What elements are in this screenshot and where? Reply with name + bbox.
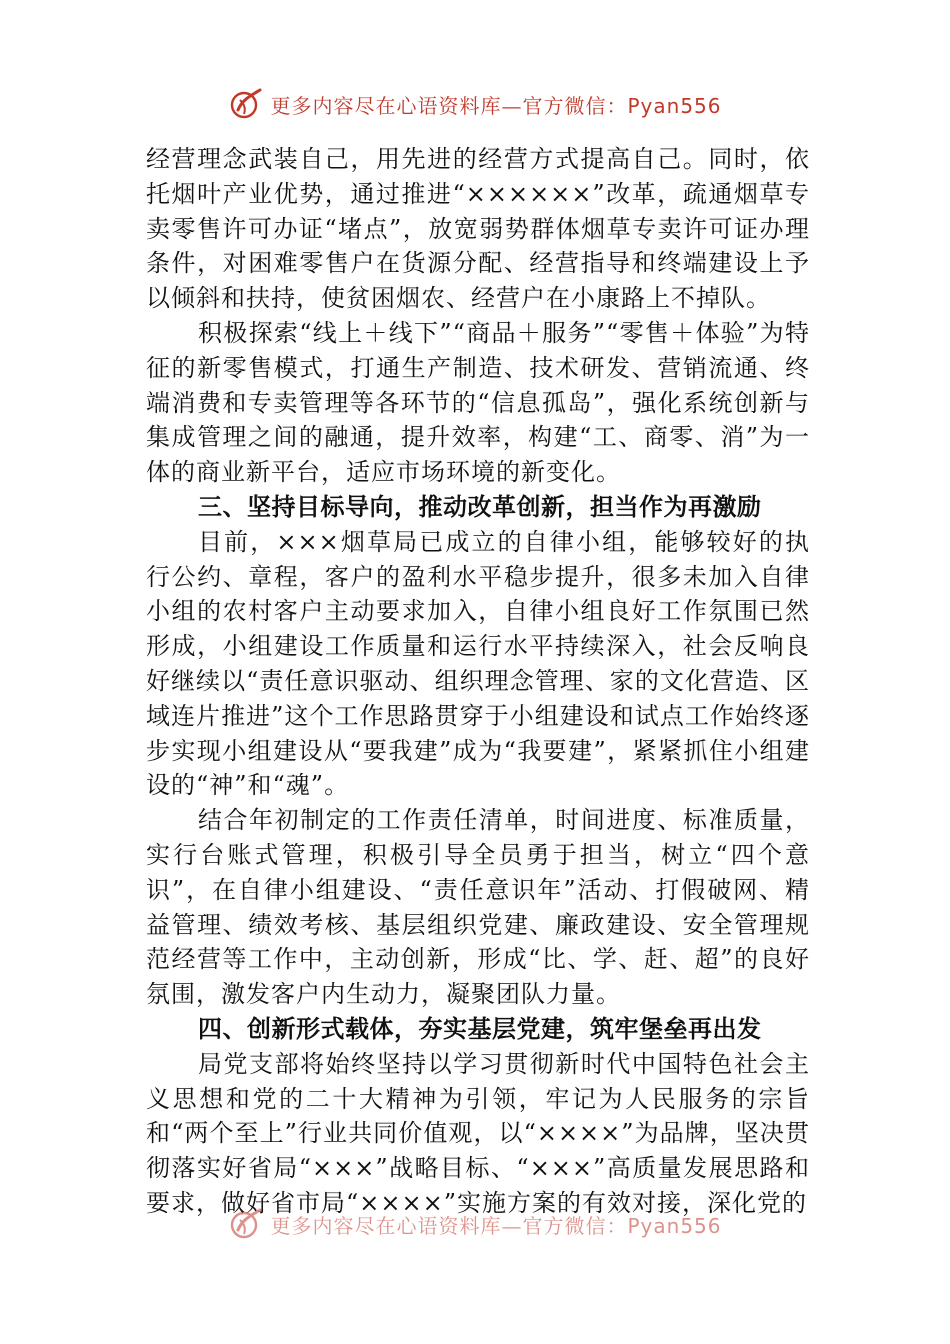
body-paragraph: 结合年初制定的工作责任清单，时间进度、标准质量，实行台账式管理，积极引导全员勇于担当，树立“四个意识”，在自律小组建设、“责任意识年”活动、打假破网、精益管理、绩效考核、基层组织党建、廉政建设、安全管理规范经营等工作中，主动创新，形成“比、学、赶、超”的良好氛围，激发客户内生动力，凝聚团队力量。 [146,806,810,1009]
brush-logo-icon [228,86,264,122]
section-heading: 四、创新形式载体，夯实基层党建，筑牢堡垒再出发 [198,1014,762,1043]
body-paragraph: 积极探索“线上＋线下”“商品＋服务”“零售＋体验”为特征的新零售模式，打通生产制造、技术研发、营销流通、终端消费和专卖管理等各环节的“信息孤岛”，强化系统创新与集成管理之间的融通，提升效率，构建“工、商零、消”为一体的商业新平台，适应市场环境的新变化。 [146,318,810,487]
watermark-text: 更多内容尽在心语资料库—官方微信：Pyan556 [270,93,722,118]
body-paragraph: 局党支部将始终坚持以学习贯彻新时代中国特色社会主义思想和党的二十大精神为引领，牢记为人民服务的宗旨和“两个至上”行业共同价值观，以“××××”为品牌，坚决贯彻落实好省局“×××”战略目标、“×××”高质量发展思路和要求，做好省市局“××××”实施方案的有效对接，深化党的 [146,1049,810,1217]
brush-logo-icon [228,1206,264,1242]
watermark-text: 更多内容尽在心语资料库—官方微信：Pyan556 [270,1213,722,1238]
header-watermark [0,84,950,124]
section-heading: 三、坚持目标导向，推动改革创新，担当作为再激励 [198,492,762,521]
footer-watermark [0,1204,950,1244]
body-paragraph: 目前，×××烟草局已成立的自律小组，能够较好的执行公约、章程，客户的盈利水平稳步提升，很多未加入自律小组的农村客户主动要求加入，自律小组良好工作氛围已然形成，小组建设工作质量和运行水平持续深入，社会反响良好继续以“责任意识驱动、组织理念管理、家的文化营造、区域连片推进”这个工作思路贯穿于小组建设和试点工作始终逐步实现小组建设从“要我建”成为“我要建”，紧紧抓住小组建设的“神”和“魂”。 [146,527,810,800]
body-paragraph: 经营理念武装自己，用先进的经营方式提高自己。同时，依托烟叶产业优势，通过推进“××××××”改革，疏通烟草专卖零售许可办证“堵点”，放宽弱势群体烟草专卖许可证办理条件，对困难零售户在货源分配、经营指导和终端建设上予以倾斜和扶持，使贫困烟农、经营户在小康路上不掉队。 [146,145,810,313]
document-body [146,142,810,1221]
